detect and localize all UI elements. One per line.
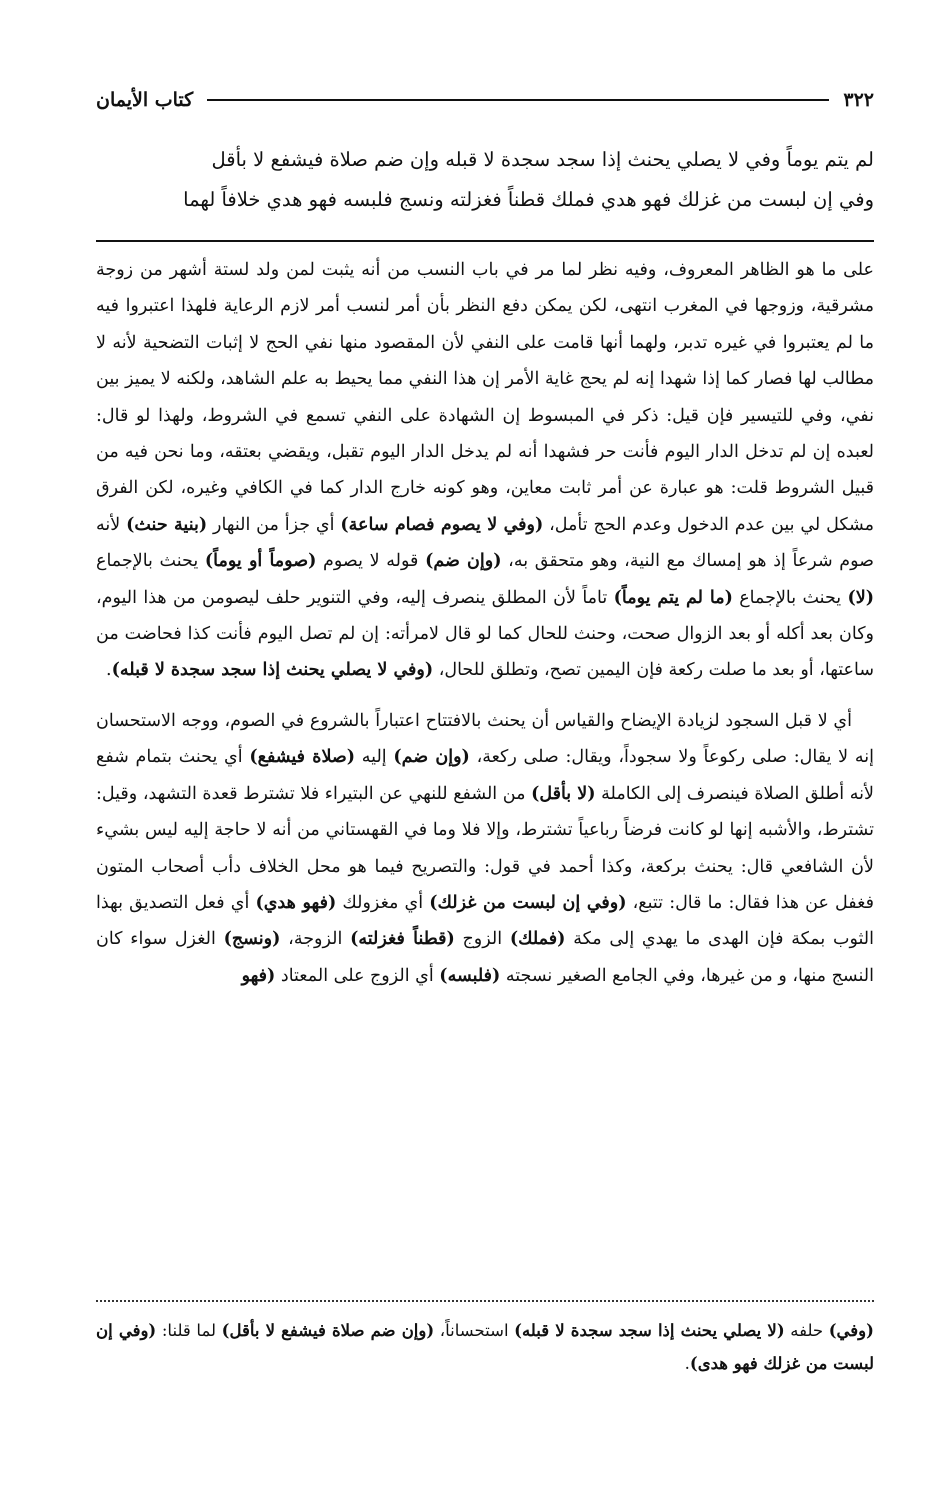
quoted-matn: (فهو هدي) <box>255 892 337 913</box>
commentary-text-run: أي يحنث بتمام شفع لأنه أطلق الصلاة فينصرف إلى الكاملة <box>96 747 874 804</box>
commentary-text-run: لأنه صوم شرعاً إذ هو إمساك مع النية، وهو متحقق به، <box>96 514 875 572</box>
quoted-matn: (وفي لا يصوم فصام ساعة) <box>340 514 544 535</box>
commentary-text-run: الزوجة، <box>280 929 351 950</box>
quoted-matn: (وإن ضم) <box>393 747 470 768</box>
commentary-text-run: أي الزوج على المعتاد <box>275 965 440 986</box>
footnote-paragraph <box>96 1314 874 1380</box>
quoted-matn: (ونسج) <box>223 929 281 950</box>
commentary-paragraph-1 <box>96 252 874 689</box>
commentary-paragraph-2 <box>96 703 874 994</box>
commentary-text-run: يحنث بالإجماع <box>732 587 848 608</box>
commentary-text-run: من الشفع للنهي عن البتيراء فلا تشترط قعدة التشهد، وقيل: تشترط، والأشبه إنها لو كانت فرضاً رباعياً تشترط، وإلا فلا وما في القهستاني من أنه لا حاجة إليه ليس بشيء لأن الشافعي قال: يحنث بركعة، وكذا أحمد في قول: والتصريح فيما هو محل الخلاف دأب أصحاب المتون فغفل عن هذا فقال: ما قال: تتبع، <box>96 783 874 913</box>
quoted-matn: (وفي إن لبست من غزلك فهو هدى) <box>96 1321 874 1373</box>
commentary-text-run: الغزل سواء كان النسج منها، و من غيرها، وفي الجامع الصغير نسجته <box>96 929 874 986</box>
quoted-matn: (وفي) <box>828 1321 874 1340</box>
footnote-text <box>96 1314 874 1380</box>
commentary-text-run: أي جزأ من النهار <box>207 514 341 535</box>
footnote-text-run: استحساناً، <box>434 1321 515 1340</box>
header-rule <box>207 99 829 101</box>
quoted-matn: (فملك) <box>509 929 566 950</box>
quoted-matn: (لا بأقل) <box>531 783 596 804</box>
commentary-text-run: أي لا قبل السجود لزيادة الإيضاح والقياس أن يحنث بالافتتاح اعتباراً بالشروع في الصوم، ووجه الاستحسان إنه لا يقال: صلى ركوعاً ولا سجوداً، ويقال: صلى ركعة، <box>96 710 874 768</box>
quoted-matn: (قطناً فغزلته) <box>350 929 455 950</box>
footnote-text-run: حلفه <box>784 1321 829 1340</box>
footnote-text-run: . <box>684 1354 690 1373</box>
commentary-text-run: تاماً لأن المطلق ينصرف إليه، وفي التنوير حلف ليصومن من هذا اليوم، وكان بعد أكله أو بعد الزوال صحت، وحنث للحال كما لو قال لامرأته: إن لم تصل اليوم فأنت كذا فحاضت من ساعتها، أو بعد ما صلت ركعة فإن اليمين تصح، وتطلق للحال، <box>96 587 874 681</box>
page-header <box>96 84 874 116</box>
quoted-matn: (صوماً أو يوماً) <box>204 551 317 572</box>
commentary-text-run: أي فعل التصديق بهذا الثوب بمكة فإن الهدى ما يهدي إلى مكة <box>96 892 874 950</box>
quoted-matn: (لا) <box>847 587 875 608</box>
book-title: كتاب الأيمان <box>96 89 194 111</box>
footnote-text-run: لما قلنا: <box>156 1321 222 1340</box>
commentary-text-run: أي مغزولك <box>336 892 430 913</box>
page-number: ٣٢٢ <box>843 89 874 111</box>
commentary-text-run: قوله لا يصوم <box>316 551 426 572</box>
quoted-matn: (وفي إن لبست من غزلك) <box>429 892 627 913</box>
quoted-matn: (لا يصلي يحنث إذا سجد سجدة لا قبله) <box>514 1321 785 1340</box>
quoted-matn: (ما لم يتم يوماً) <box>613 587 733 608</box>
commentary-text <box>96 252 874 994</box>
commentary-text-run: على ما هو الظاهر المعروف، وفيه نظر لما مر في باب النسب من أنه يثبت لمن ولد لستة أشهر من زوجة مشرقية، وزوجها في المغرب انتهى، لكن يمكن دفع النظر بأن أمر لنسب أمر لازم الرعاية فلهذا اعتبروا فيه ما لم يعتبروا في غيره تدبر، ولهما أنها قامت على النفي لأن المقصود منها نفي الحج لا إثبات التضحية لأنه لا مطالب لها فصار كما إذا شهدا إنه لم يحج غاية الأمر إن هذا النفي مما يحيط به علم الشاهد، ولكنه لا يميز بين نفي، وفي للتيسير فإن قيل: ذكر في المبسوط إن الشهادة على النفي تسمع في الشروط، ولهذا لو قال: لعبده إن لم تدخل الدار اليوم فأنت حر فشهدا أنه لم يدخل الدار اليوم تقبل، ويقضي بعتقه، وما نحن فيه من قبيل الشروط قلت: هو عبارة عن أمر ثابت معاين، وهو كونه خارج الدار كما في الكافي وغيره، لكن الفرق مشكل لي بين عدم الدخول وعدم الحج تأمل، <box>96 260 875 535</box>
commentary-text-run: إليه <box>355 747 394 768</box>
main-text-line-2: وفي إن لبست من غزلك فهو هدي فملك قطناً فغزلته ونسج فلبسه فهو هدي خلافاً لهما <box>183 188 874 211</box>
separator-rule <box>96 240 874 242</box>
footnote-separator <box>96 1300 874 1302</box>
commentary-text-run: . <box>106 660 112 681</box>
quoted-matn: (فلبسه) <box>439 965 501 986</box>
commentary-text-run: يحنث بالإجماع <box>96 551 205 572</box>
quoted-matn: (صلاة فيشفع) <box>249 747 356 768</box>
quoted-matn: (وإن ضم) <box>425 551 502 572</box>
quoted-matn: (بنية حنث) <box>126 514 208 535</box>
main-text-line-1: لم يتم يوماً وفي لا يصلي يحنث إذا سجد سجدة لا قبله وإن ضم صلاة فيشفع لا بأقل <box>211 148 874 171</box>
main-text <box>96 140 874 220</box>
quoted-matn: (وفي لا يصلي يحنث إذا سجد سجدة لا قبله) <box>111 660 434 681</box>
quoted-matn: (فهو <box>241 965 276 986</box>
quoted-matn: (وإن ضم صلاة فيشفع لا بأقل) <box>221 1321 435 1340</box>
commentary-text-run: الزوج <box>454 929 510 950</box>
